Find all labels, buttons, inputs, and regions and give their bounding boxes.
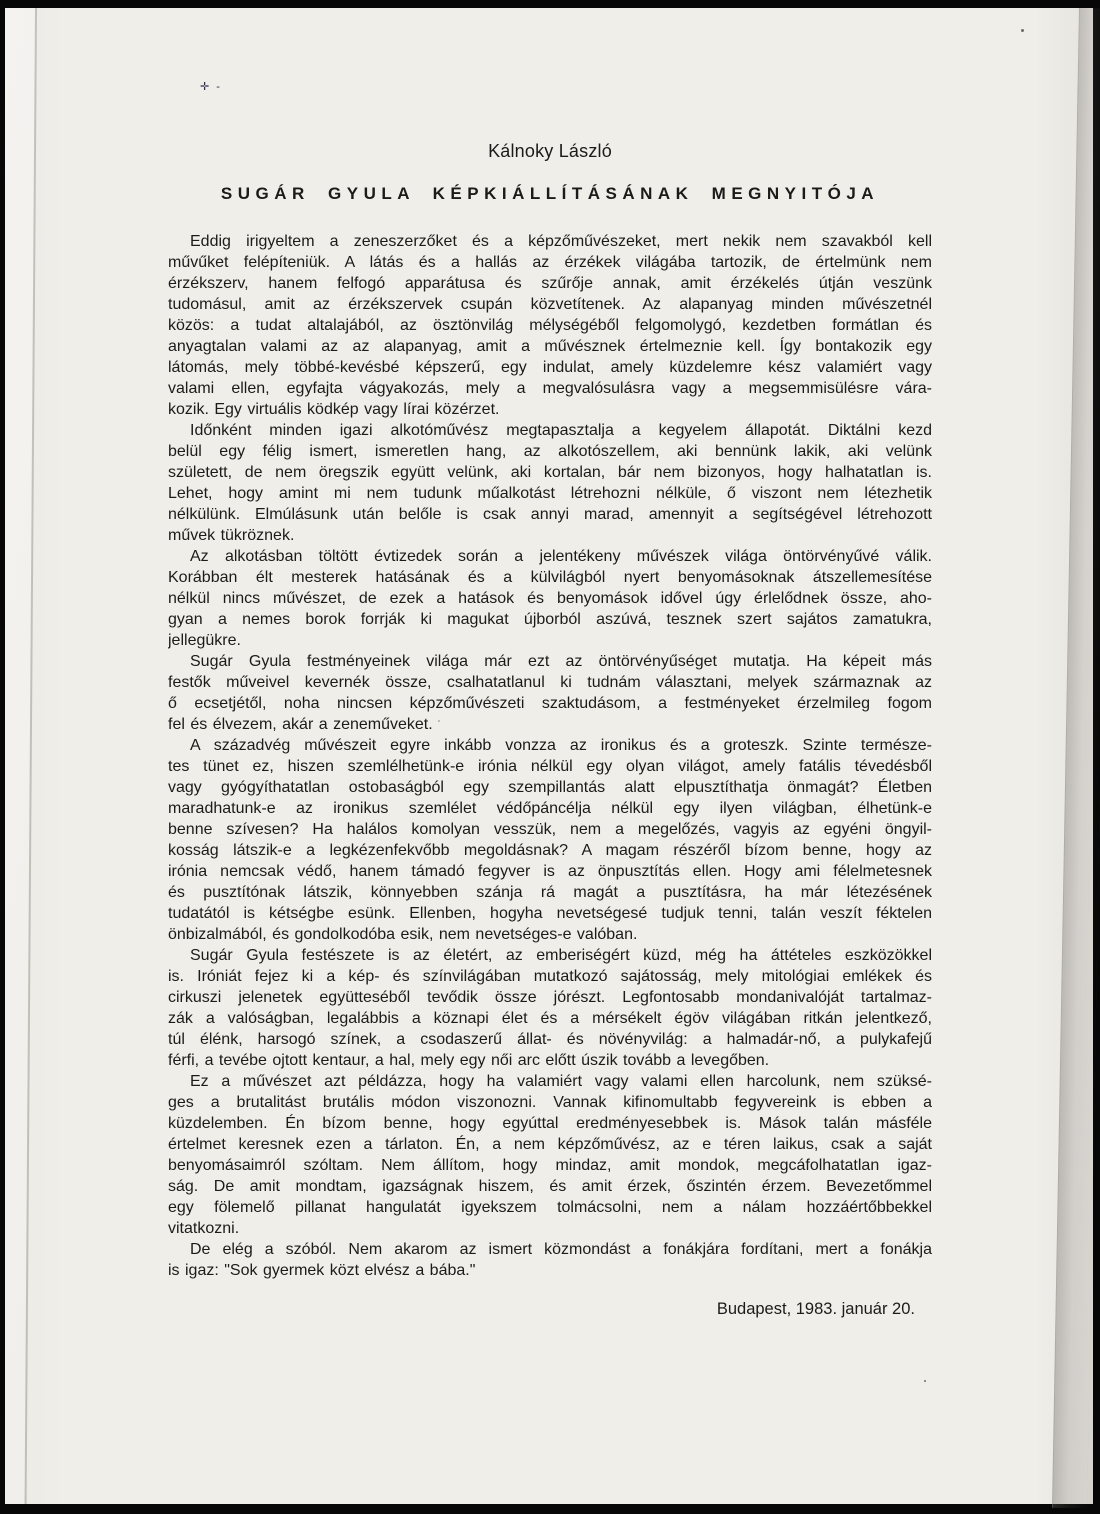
text-line: Sugár Gyula festményeinek világa már ezt az öntörvényűséget mutatja. Ha képeit más [190,653,932,670]
text-line: tudatától is kétségbe esünk. Ellenben, hogyha nevetségesé tudjuk tenni, talán veszít féktelen [168,905,932,922]
text-line: látomás, mely többé-kevésbé képszerű, egy indulat, amely küzdelemre kész valamiért vagy [168,359,932,376]
paragraph [168,546,932,651]
text-line: közös: a tudat altalajából, az ösztönvilág mélységéből felgomolygó, kezdetben formátlan és [168,317,932,334]
text-line: ság. De amit mondtam, igazságnak hiszem, és amit érzek, őszintén érzem. Bevezetőmmel [168,1178,932,1195]
text-line: tudomásul, amit az érzékszervek csupán közvetítenek. Az alapanyag minden művészetnél [168,296,932,313]
text-line: ges a brutalitást brutális módon viszonozni. Vannak kifinomultabb fegyvereink is ebben a [168,1094,932,1111]
text-line: irónia nemcsak védő, hanem támadó fegyver is az önpusztítás ellen. Hogy ami félelmetesnek [168,863,932,880]
text-line: egy fölemelő pillanat hangulatát igyekszem tolmácsolni, nem a nálam hozzáértőbbekkel [168,1199,932,1216]
text-line: benne szívesen? Ha halálos komolyan vesszük, nem a megelőzés, vagyis az egyéni öngyil- [168,821,932,838]
text-line: nélkülünk. Elmúlásunk után belőle is csak annyi marad, amennyit a segítségével létrehozott [168,506,932,523]
text-line: gyan a nemes borok forrják ki magukat újborból aszúvá, tesznek szert sajátos zamatukra, [168,611,932,628]
text-line: Eddig irigyeltem a zeneszerzőket és a képzőművészeket, mert nekik nem szavakból kell [190,233,932,250]
text-line: kosság látszik-e a legkézenfekvőbb megoldásnak? A magam részéről bízom benne, hogy az [168,842,932,859]
text-line: vagy gyógyíthatatlan ostobaságból egy szempillantás alatt elpusztíthatja önmagát? Életben [168,779,932,796]
text-line: A századvég művészeit egyre inkább vonzza az ironikus és a groteszk. Szinte természe- [190,737,932,754]
text-line: maradhatunk-e az ironikus szemlélet védőpáncélja nélkül egy ilyen világban, élhetünk-e [168,800,932,817]
text-line: Ez a művészet azt példázza, hogy ha valamiért vagy valami ellen harcolunk, nem szüksé- [190,1073,932,1090]
paragraph [168,420,932,546]
paragraph [168,735,932,945]
text-line: kozik. Egy virtuális ködkép vagy lírai közérzet. [168,401,500,418]
text-line: jellegükre. [168,632,241,649]
text-line: benyomásaimról szóltam. Nem állítom, hogy mindaz, amit mondok, megcáfolhatatlan igaz- [168,1157,932,1174]
document-body [168,231,932,1281]
text-line: tes tünet ez, hiszen szemlélhetünk-e irónia nélkül egy olyan világot, amely fatális tévedésből [168,758,932,775]
text-line: érzékszerv, hanem felfogó apparátusa és szűrője annak, amit érzékelés útján veszünk [168,275,932,292]
text-line: fel és élvezem, akár a zeneműveket. [168,716,433,733]
date-line: Budapest, 1983. január 20. [716,1300,915,1318]
paragraph [168,1239,932,1281]
text-line: cirkuszi jelenetek együtteséből tevődik össze jórészt. Legfontosabb mondanivalóját tartalmaz- [168,989,932,1006]
paragraph [168,1071,932,1239]
text-line: született, de nem öregszik együtt velünk, aki kortalan, bár nem bizonyos, hogy halhatatlan is. [168,464,932,481]
text-line: értelmet keresnek ezen a tárlaton. Én, a nem képzőművész, az e téren laikus, csak a saját [168,1136,932,1153]
text-line: túl élénk, harsogó színek, a csodaszerű állat- és növényvilág: a halmadár-nő, a pulykafejű [168,1031,932,1048]
paragraph [168,945,932,1071]
text-line: is igaz: "Sok gyermek közt elvész a bába." [168,1262,476,1279]
text-line: önbizalmából, és gondolkodóba esik, nem nevetséges-e valóban. [168,926,638,943]
text-line: belül egy félig ismert, ismeretlen hang, az alkotószellem, aki bennünk lakik, aki velünk [168,443,932,460]
text-line: Lehet, hogy amint mi nem tudunk műalkotást létrehozni nélküle, ő viszont nem létezhetik [168,485,932,502]
page-title: SUGÁR GYULA KÉPKIÁLLÍTÁSÁNAK MEGNYITÓJA [220,184,880,203]
text-line: zák a valóságban, legalábbis a köznapi élet és a mérsékelt égöv világában ritkán jelentkező, [168,1010,932,1027]
text-line: Korábban élt mesterek hatásának és a külvilágból nyert benyomásoknak átszellemesítése [168,569,932,586]
text-line: De elég a szóból. Nem akarom az ismert közmondást a fonákjára fordítani, mert a fonákja [190,1241,932,1258]
text-line: és pusztítónak látszik, könnyebben szánja rá magát a pusztításra, ha már létezésének [168,884,932,901]
text-line: anyagtalan valami az az alapanyag, amit a művésznek értelmeznie kell. Így bontakozik egy [168,338,932,355]
text-line: művek tükröznek. [168,527,295,544]
text-line: Az alkotásban töltött évtizedek során a jelentékeny művészek világa öntörvényűvé válik. [190,548,932,565]
text-line: művűket felépíteniük. A látás és a hallás az érzékek világába tartozik, de értelmünk nem [168,254,932,271]
text-line: küzdelemben. Én bízom benne, hogy egyúttal eredményesebbek is. Mások talán másféle [168,1115,932,1132]
text-line: is. Iróniát fejez ki a kép- és színvilágában mutatkozó sajátosság, mely mitológiai emlékek és [168,968,932,985]
text-line: festők műveivel kevernék össze, csalhatatlanul ki tudnám választani, melyek származnak az [168,674,932,691]
text-line: férfi, a tevébe ojtott kentaur, a hal, mely egy női arc előtt úszik tovább a levegőben. [168,1052,770,1069]
text-line: Időnként minden igazi alkotóművész megtapasztalja a kegyelem állapotát. Diktálni kezd [190,422,932,439]
text-line: ő ecsetjétől, noha nincsen képzőművészeti szaktudásom, a festményeket érzelmileg fogom [168,695,932,712]
text-line: valami ellen, egyfajta vágyakozás, mely a megvalósulásra vagy a megsemmisülésre vára- [168,380,932,397]
author-line: Kálnoky László [488,141,612,161]
paragraph [168,651,932,735]
dust-speck [924,1380,926,1382]
text-line: Sugár Gyula festészete is az életért, az emberiségért küzd, még ha áttételes eszközökkel [190,947,932,964]
dust-speck [438,720,440,722]
text-line: vitatkozni. [168,1220,240,1237]
text-line: nélkül nincs művészet, de ezek a hatások és benyomások idővel úgy érlelődnek össze, aho- [168,590,932,607]
paragraph [168,231,932,420]
pen-mark: ✛ - [200,81,222,93]
dust-speck [1021,29,1024,32]
